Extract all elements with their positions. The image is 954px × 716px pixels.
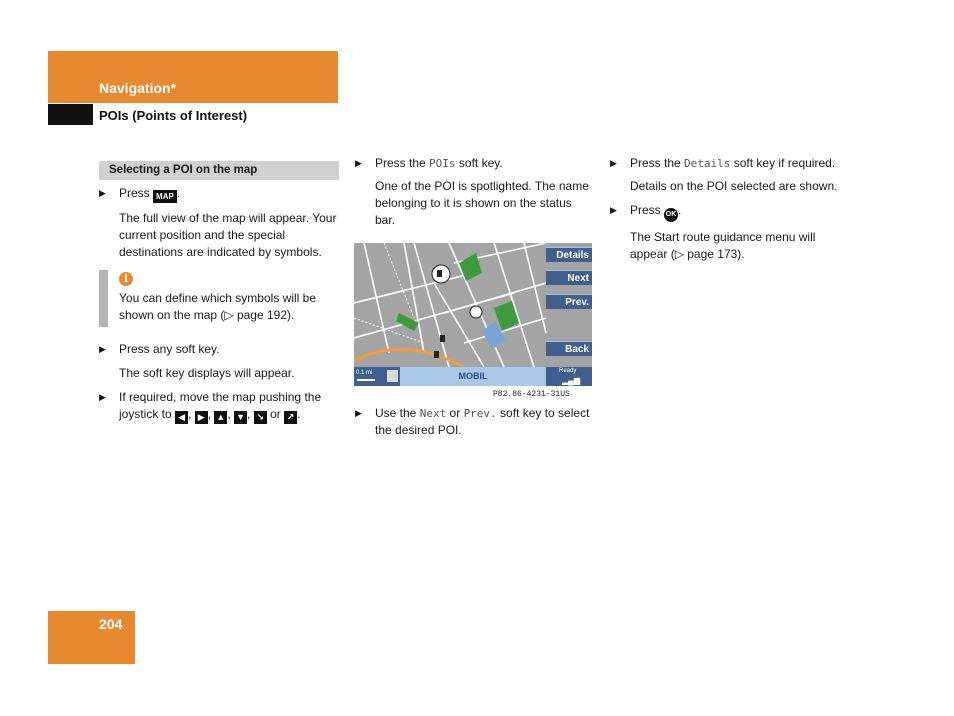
street-map: [354, 243, 592, 386]
signal-icon: ▂▄▆: [562, 376, 580, 385]
map-key-icon: MAP: [153, 190, 177, 203]
prev-softkey-label: Prev.: [463, 407, 497, 420]
gas-station-poi-icon: [440, 335, 445, 342]
column-2: [355, 155, 595, 229]
section-marker: [48, 104, 93, 125]
next-softkey-label: Next: [419, 407, 447, 420]
next-softkey[interactable]: Next: [546, 270, 592, 285]
column-3: [610, 155, 855, 263]
step-press-map: ▶ Press MAP .: [99, 186, 181, 201]
step-result-text: Details on the POI selected are shown.: [630, 179, 838, 193]
info-icon: i: [119, 270, 339, 287]
header-band: [48, 51, 338, 103]
step-press-pois: ▶ Press the POIs soft key.: [355, 156, 503, 170]
bullet-arrow-icon: ▶: [99, 392, 106, 402]
left-arrow-key-icon: ◀: [175, 411, 188, 424]
column-1: [99, 161, 339, 424]
bullet-arrow-icon: ▶: [355, 158, 362, 168]
bullet-arrow-icon: ▶: [99, 188, 106, 198]
status-bar: [354, 367, 592, 386]
step-any-soft-key: ▶ Press any soft key.: [99, 342, 220, 356]
bullet-arrow-icon: ▶: [355, 408, 362, 418]
bullet-arrow-icon: ▶: [610, 158, 617, 168]
pois-softkey-label: POIs: [429, 157, 456, 170]
bullet-arrow-icon: ▶: [99, 344, 106, 354]
back-softkey[interactable]: Back: [546, 341, 592, 356]
right-arrow-key-icon: ▶: [195, 411, 208, 424]
up-arrow-key-icon: ▲: [214, 411, 227, 424]
scale-label: 0.1 mi: [356, 370, 373, 376]
column-2-lower: [355, 405, 595, 439]
bullet-arrow-icon: ▶: [610, 205, 617, 215]
diagonal-up-key-icon: ↗: [284, 411, 297, 424]
navigation-screen: [354, 243, 592, 386]
park-area: [396, 313, 419, 331]
details-softkey-label: Details: [684, 157, 731, 170]
step-press-ok: ▶ Press OK .: [610, 202, 855, 222]
step-next-prev: ▶ Use the Next or Prev. soft key to select the desired POI.: [355, 406, 590, 437]
page-subtitle: POIs (Points of Interest): [99, 108, 248, 123]
ready-label: Ready: [559, 368, 577, 374]
car-icon: [387, 370, 398, 382]
section-heading: Selecting a POI on the map: [99, 161, 339, 180]
page-number: 204: [99, 616, 123, 632]
step-result-text: The full view of the map will appear. Your current position and the special destinations are indicated by symbols.: [119, 211, 337, 259]
gas-station-poi-icon: [434, 351, 439, 358]
info-text: You can define which symbols will be shown on the map (▷ page 192).: [119, 291, 316, 322]
prev-softkey[interactable]: Prev.: [546, 294, 592, 309]
down-arrow-key-icon: ▼: [234, 411, 247, 424]
poi-name-status: MOBIL: [400, 367, 546, 386]
position-icon: [470, 306, 482, 318]
info-note: [99, 270, 339, 328]
step-joystick: ▶ If required, move the map pushing the joystick to ◀ , ▶ , ▲ , ▼ , ↘ or ↗ .: [99, 390, 322, 422]
page-title: Navigation*: [99, 80, 177, 96]
diagonal-down-key-icon: ↘: [254, 411, 267, 424]
step-press-details: ▶ Press the Details soft key if required.: [610, 156, 836, 170]
details-softkey[interactable]: Details: [546, 247, 592, 262]
step-result-text: The soft key displays will appear.: [119, 366, 295, 380]
step-result-text: The Start route guidance menu will appear (▷ page 173).: [630, 230, 816, 261]
ok-button-icon: OK: [664, 208, 678, 222]
info-bar: [99, 270, 108, 327]
step-result-text: One of the POI is spotlighted. The name belonging to it is shown on the status bar.: [375, 179, 589, 227]
scale-bar: [357, 379, 375, 381]
figure-caption: P82.86-4231-31US: [493, 390, 570, 399]
